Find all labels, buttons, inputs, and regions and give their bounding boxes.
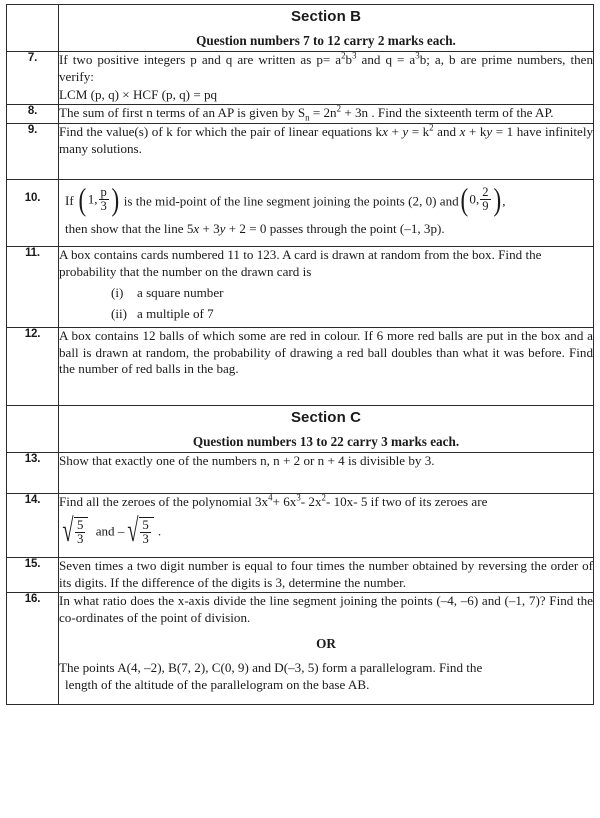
q14-period: .	[157, 523, 162, 539]
question-16-or-label: OR	[316, 635, 336, 651]
question-body-14	[59, 493, 594, 557]
question-16-text: In what ratio does the x-axis divide the line segment joining the points (–4, –6) and (–1, 7)? Find the co-ordinates of the point of division.	[59, 593, 593, 625]
q10-paren-group-2	[459, 180, 502, 217]
q14-radicand-1	[74, 517, 88, 548]
q10-fraction-1	[99, 186, 109, 213]
q8-s-subscript: n	[305, 112, 310, 123]
question-number-10: 10.	[7, 179, 59, 246]
q9-var-y2: y	[486, 124, 493, 139]
q10-frac1-denominator: 3	[100, 198, 107, 213]
q14-radical-sign-1: √	[62, 512, 74, 549]
q10-line2-a: then show that the line 5	[65, 221, 194, 237]
list-item	[59, 306, 593, 323]
q10-right-paren-2: )	[493, 180, 501, 217]
q14-radical-sign-2: √	[127, 512, 139, 549]
question-row-16	[7, 593, 594, 705]
q14-frac1-denominator: 3	[76, 532, 84, 546]
q14-radicand-2	[139, 517, 153, 548]
q10-right-paren-1: )	[111, 180, 120, 217]
q7-sup-3b: 3	[415, 50, 420, 61]
question-number-15: 15.	[7, 557, 59, 593]
question-14-line-1	[59, 494, 593, 511]
q10-frac2-denominator: 9	[482, 198, 489, 213]
q14-frac2-numerator: 5	[142, 517, 149, 532]
q11-item1-label: (i)	[111, 285, 124, 301]
question-body-10	[59, 179, 594, 246]
question-row-12	[7, 327, 594, 405]
question-16-alt-line-1: The points A(4, –2), B(7, 2), C(0, 9) and D(–3, 5) form a parallelogram. Find the	[59, 659, 483, 675]
q14-sqrt-2	[124, 512, 156, 549]
q8-part-b: = 2n	[309, 105, 337, 121]
q14-part-a: Find all the zeroes of the polynomial 3x	[59, 493, 269, 509]
q8-exponent: 2	[336, 103, 342, 114]
q7-part-b: b	[345, 52, 353, 67]
section-b-header-cell	[59, 5, 594, 52]
question-7-line-2: LCM (p, q) × HCF (p, q) = pq	[59, 86, 218, 102]
q14-sqrt-1	[59, 512, 91, 549]
question-body-8	[59, 105, 594, 124]
q11-item2-label: (ii)	[111, 306, 127, 322]
q14-part-b: + 6x	[272, 493, 297, 509]
question-body-11	[59, 246, 594, 327]
section-b-number-cell	[7, 5, 59, 52]
q10-first-coord-1: 1,	[87, 191, 98, 207]
q10-paren-inner-2	[469, 184, 491, 214]
q7-sup-2: 2	[341, 50, 346, 61]
q11-item2-text: a multiple of 7	[137, 306, 214, 322]
q9-k-exponent: 2	[429, 122, 434, 133]
q10-if-word: If	[65, 192, 74, 208]
q9-part-c: = k	[408, 124, 430, 139]
q7-part-a: If two positive integers p and q are written as p= a	[59, 52, 342, 67]
question-10-line-1	[59, 180, 593, 217]
question-14-line-2	[59, 512, 593, 549]
question-9-text	[59, 124, 593, 158]
q8-part-a: The sum of first n terms of an AP is given by	[59, 105, 295, 121]
question-number-8: 8.	[7, 105, 59, 124]
q14-fraction-2	[140, 519, 150, 547]
q10-var-x: x	[193, 221, 200, 237]
question-row-10	[7, 179, 594, 246]
question-body-13	[59, 453, 594, 494]
q10-fraction-2	[480, 186, 490, 213]
q7-part-d: b; a, b are prime numbers, then verify:	[59, 52, 593, 84]
question-number-14: 14.	[7, 493, 59, 557]
q10-frac1-numerator: p	[100, 184, 107, 199]
q9-part-f: = 1 have infinitely many solutions.	[59, 124, 594, 156]
question-number-11: 11.	[7, 246, 59, 327]
q10-comma: ,	[502, 192, 506, 208]
q9-var-x2: x	[459, 124, 466, 139]
question-15-text: Seven times a two digit number is equal to four times the number obtained by reversing the order of its digits. If the difference of the digits is 3, determine the number.	[59, 557, 593, 590]
q11-item1-text: a square number	[137, 285, 224, 301]
question-row-14	[7, 493, 594, 557]
question-row-9	[7, 124, 594, 180]
question-7-line-1	[59, 52, 593, 86]
q8-s-symbol: S	[297, 105, 306, 121]
q10-mid-text: is the mid-point of the line segment joining the points (2, 0) and	[123, 192, 459, 208]
q14-exp-3: 2	[321, 492, 326, 503]
q14-part-c: - 2x	[300, 493, 322, 509]
q14-frac1-numerator: 5	[76, 517, 84, 532]
question-8-text	[59, 105, 593, 122]
questions-table	[6, 4, 594, 705]
question-body-16	[59, 593, 594, 705]
question-number-13: 13.	[7, 453, 59, 494]
question-number-7: 7.	[7, 52, 59, 105]
q14-exp-1: 4	[268, 492, 273, 503]
question-number-16: 16.	[7, 593, 59, 705]
q10-left-paren-1: (	[78, 180, 87, 217]
question-16-alt-line-2: length of the altitude of the parallelogram on the base AB.	[65, 677, 370, 693]
q7-part-c: and q = a	[356, 52, 416, 67]
q14-minus-sign: –	[117, 523, 125, 539]
q14-part-d: - 10x- 5 if two of its zeroes are	[325, 493, 488, 509]
q14-exp-2: 3	[296, 492, 301, 503]
question-body-15	[59, 557, 594, 593]
q9-var-y1: y	[402, 124, 409, 139]
q14-frac2-denominator: 3	[142, 532, 149, 546]
q10-line2-c: + 2 = 0 passes through the point (–1, 3p).	[225, 221, 445, 237]
q10-frac2-numerator: 2	[482, 184, 489, 199]
section-b-header-row	[7, 5, 594, 52]
q10-left-paren-2: (	[460, 180, 468, 217]
q10-var-y: y	[219, 221, 226, 237]
q7-sup-3: 3	[352, 50, 357, 61]
question-number-9: 9.	[7, 124, 59, 180]
question-11-intro: A box contains cards numbered 11 to 123. A card is drawn at random from the box. Find the probability that the number on the drawn card is	[59, 246, 542, 279]
q10-first-coord-2: 0,	[469, 191, 480, 207]
q8-part-c: + 3n . Find the sixteenth term of the AP.	[341, 105, 554, 121]
question-row-7	[7, 52, 594, 105]
section-b-title: Section B	[290, 8, 362, 25]
question-row-15	[7, 557, 594, 593]
question-11-subitems	[59, 285, 593, 323]
section-c-header-row	[7, 406, 594, 453]
question-body-12	[59, 327, 594, 405]
section-c-title: Section C	[290, 409, 362, 427]
question-row-13	[7, 453, 594, 494]
q10-paren-inner-1	[87, 184, 110, 214]
question-13-text: Show that exactly one of the numbers n, n + 2 or n + 4 is divisible by 3.	[59, 453, 435, 469]
q9-part-d: and	[433, 124, 460, 139]
section-c-number-cell	[7, 406, 59, 453]
q10-paren-group-1	[77, 180, 120, 217]
section-c-subtitle: Question numbers 13 to 22 carry 3 marks each.	[192, 434, 460, 450]
section-b-subtitle: Question numbers 7 to 12 carry 2 marks each.	[196, 33, 456, 48]
question-row-11	[7, 246, 594, 327]
question-row-8	[7, 105, 594, 124]
q14-fraction-1	[75, 519, 85, 547]
q9-part-b: +	[387, 124, 403, 139]
question-number-12: 12.	[7, 327, 59, 405]
q9-part-a: Find the value(s) of k for which the pair of linear equations k	[59, 124, 383, 139]
list-item	[59, 285, 593, 302]
q14-and-word: and	[95, 523, 115, 539]
section-c-header-cell	[59, 406, 594, 453]
question-body-9	[59, 124, 594, 180]
q10-line2-b: + 3	[199, 221, 220, 237]
q9-part-e: + k	[465, 124, 487, 139]
question-body-7	[59, 52, 594, 105]
question-10-line-2	[59, 221, 593, 238]
q9-var-x1: x	[382, 124, 388, 139]
question-12-text: A box contains 12 balls of which some are red in colour. If 6 more red balls are put in the box and a ball is drawn at random, the probability of drawing a red ball doubles than what it was before. Find the number of red balls in the bag.	[59, 327, 593, 377]
